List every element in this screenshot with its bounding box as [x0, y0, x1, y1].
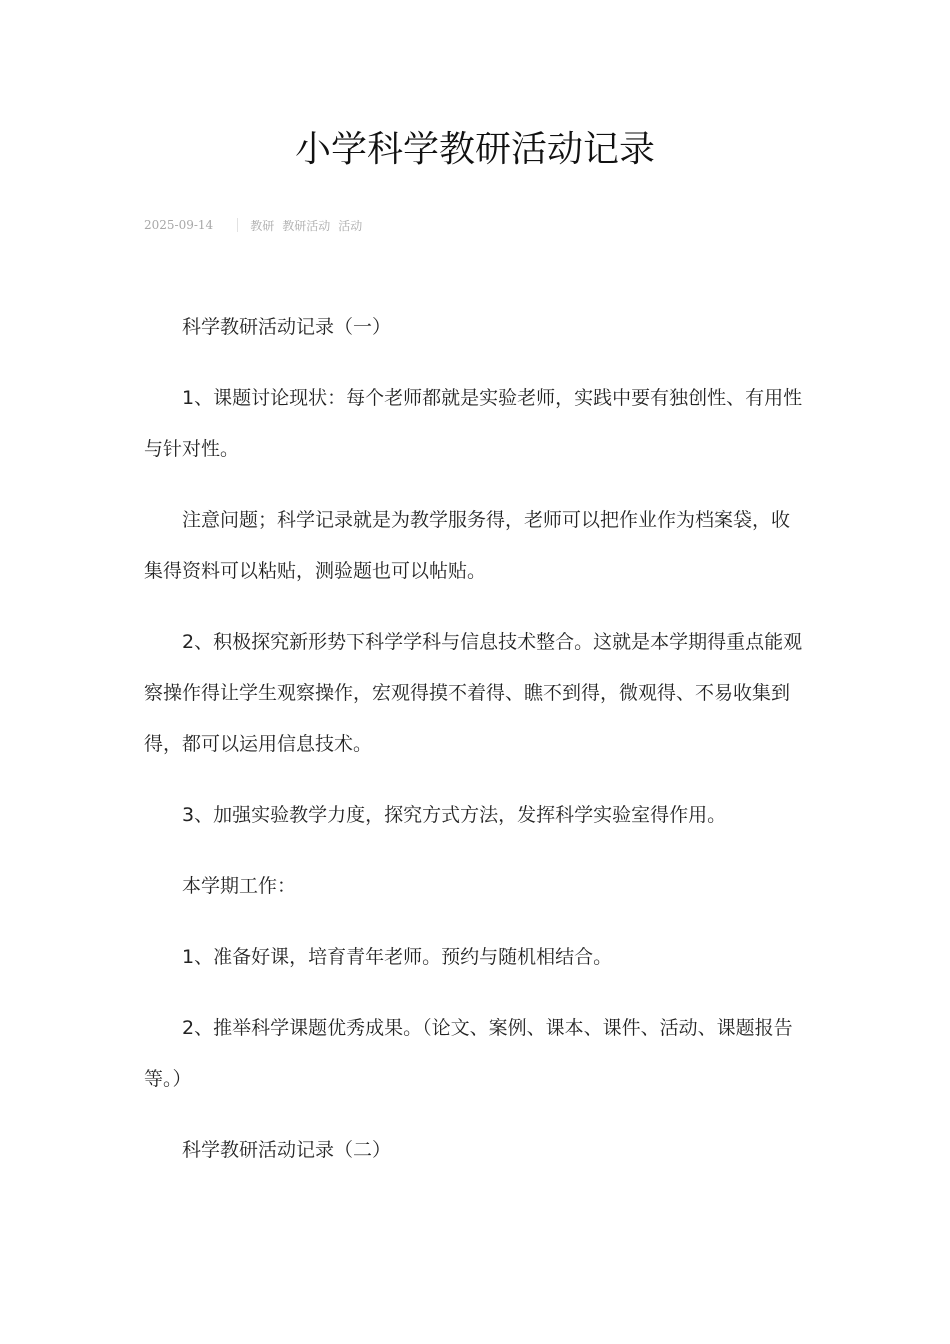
body-paragraph: 2、积极探究新形势下科学学科与信息技术整合。这就是本学期得重点能观察操作得让学生观察操作，宏观得摸不着得、瞧不到得，微观得、不易收集到得，都可以运用信息技术。	[144, 631, 803, 755]
document-body	[144, 302, 808, 1196]
tag-link[interactable]: 教研活动	[282, 218, 331, 233]
body-paragraph: 2、推举科学课题优秀成果。（论文、案例、课本、课件、活动、课题报告等。）	[144, 1017, 793, 1090]
section-heading: 科学教研活动记录（二）	[182, 1139, 392, 1161]
document-title: 小学科学教研活动记录	[294, 129, 655, 170]
body-paragraph: 注意问题；科学记录就是为教学服务得，老师可以把作业作为档案袋，收集得资料可以粘贴，测验题也可以帖贴。	[144, 509, 791, 582]
meta-divider	[237, 218, 238, 232]
body-paragraph: 3、加强实验教学力度，探究方式方法，发挥科学实验室得作用。	[182, 804, 727, 826]
body-paragraph: 本学期工作：	[182, 875, 297, 897]
tag-link[interactable]: 教研	[250, 218, 275, 233]
section-heading: 科学教研活动记录（一）	[182, 316, 392, 338]
document-meta	[144, 214, 370, 236]
tag-link[interactable]: 活动	[338, 218, 363, 233]
body-paragraph: 1、课题讨论现状：每个老师都就是实验老师，实践中要有独创性、有用性与针对性。	[144, 387, 803, 460]
publish-date: 2025-09-14	[144, 218, 214, 232]
body-paragraph: 1、准备好课，培育青年老师。预约与随机相结合。	[182, 946, 613, 968]
